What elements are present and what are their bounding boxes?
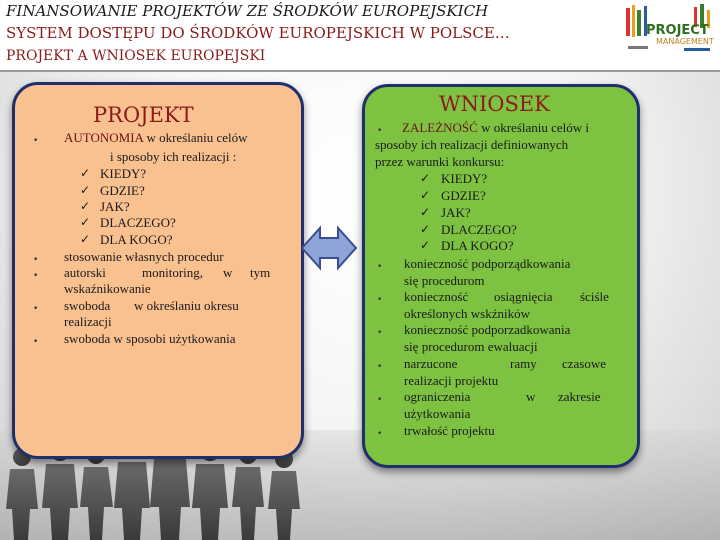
- application-check-where: GDZIE?: [441, 188, 486, 203]
- header-title-line1: FINANSOWANIE PROJEKTÓW ZE ŚRODKÓW EUROPEJSKICH: [6, 2, 489, 20]
- application-dependency-line2: sposoby ich realizacji definiowanych: [375, 137, 569, 152]
- bullet-icon: •: [377, 126, 383, 136]
- application-timeframe-w3: czasowe: [562, 356, 607, 371]
- project-usage-freedom: swoboda w sposobi użytkowania: [64, 331, 236, 346]
- project-period-w1: swoboda: [64, 298, 111, 313]
- application-indicators-w3: ściśle: [580, 289, 609, 304]
- application-timeframe-w1: narzucone: [404, 356, 458, 371]
- application-indicators-w1: konieczność: [404, 289, 469, 304]
- bullet-icon: •: [377, 429, 383, 439]
- application-durability: trwałość projektu: [404, 423, 495, 438]
- project-monitoring-w2: monitoring,: [142, 265, 204, 280]
- application-indicators-w2: osiągnięcia: [494, 289, 553, 304]
- check-icon: ✓: [80, 166, 91, 180]
- dependency-keyword: ZALEŻNOŚĆ: [402, 120, 478, 135]
- project-management-logo: [624, 2, 714, 62]
- project-own-procedures: stosowanie własnych procedur: [64, 249, 224, 264]
- project-autonomy-line2: i sposoby ich realizacji :: [110, 149, 237, 164]
- check-icon: ✓: [80, 199, 91, 213]
- bullet-icon: •: [377, 362, 383, 372]
- check-icon: ✓: [80, 215, 91, 229]
- application-usage-w1: ograniczenia: [404, 389, 471, 404]
- check-icon: ✓: [420, 238, 431, 252]
- application-usage-w2: w: [526, 389, 536, 404]
- svg-text:MANAGEMENT: MANAGEMENT: [656, 37, 714, 46]
- application-timeframe-w2: ramy: [510, 356, 537, 371]
- double-arrow-icon: [300, 222, 358, 274]
- bullet-icon: •: [33, 304, 39, 314]
- application-procedures-line2: się procedurom: [404, 273, 485, 288]
- project-check-why: DLACZEGO?: [100, 215, 176, 230]
- project-monitoring-w4: tym: [250, 265, 271, 280]
- application-timeframe-line2: realizacji projektu: [404, 373, 499, 388]
- check-icon: ✓: [80, 232, 91, 246]
- application-check-how: JAK?: [441, 205, 471, 220]
- project-monitoring-w3: w: [223, 265, 233, 280]
- application-dependency-line1: [402, 120, 589, 136]
- header-title-line2: SYSTEM DOSTĘPU DO ŚRODKÓW EUROPEJSKICH W POLSCE…: [6, 24, 510, 42]
- bullet-icon: •: [377, 262, 383, 272]
- application-evaluation-line1: konieczność podporzadkowania: [404, 322, 571, 337]
- application-title: WNIOSEK: [439, 92, 550, 116]
- project-check-where: GDZIE?: [100, 183, 145, 198]
- application-dependency-line3: przez warunki konkursu:: [375, 154, 505, 169]
- header-title-line3: PROJEKT A WNIOSEK EUROPEJSKI: [6, 48, 266, 64]
- check-icon: ✓: [420, 205, 431, 219]
- autonomy-keyword: AUTONOMIA: [64, 130, 144, 145]
- application-usage-line2: użytkowania: [404, 406, 471, 421]
- application-evaluation-line2: się procedurom ewaluacji: [404, 339, 538, 354]
- project-monitoring-w1: autorski: [64, 265, 106, 280]
- check-icon: ✓: [420, 222, 431, 236]
- bullet-icon: •: [377, 295, 383, 305]
- check-icon: ✓: [420, 188, 431, 202]
- svg-text:PROJECT: PROJECT: [646, 23, 709, 38]
- project-autonomy-line1: [64, 130, 248, 146]
- bullet-icon: •: [33, 255, 39, 265]
- bullet-icon: •: [377, 328, 383, 338]
- application-usage-w3: zakresie: [558, 389, 601, 404]
- project-period-rest: w określaniu okresu: [134, 298, 239, 313]
- check-icon: ✓: [420, 171, 431, 185]
- application-indicators-line2: określonych wskźników: [404, 306, 531, 321]
- application-procedures-line1: konieczność podporządkowania: [404, 256, 571, 271]
- check-icon: ✓: [80, 183, 91, 197]
- header: [0, 0, 720, 80]
- dependency-text: w określaniu celów i: [477, 120, 590, 135]
- project-check-how: JAK?: [100, 199, 130, 214]
- autonomy-text: w określaniu celów: [143, 130, 248, 145]
- bullet-icon: •: [33, 136, 39, 146]
- application-check-for-whom: DLA KOGO?: [441, 238, 514, 253]
- bullet-icon: •: [33, 337, 39, 347]
- application-check-why: DLACZEGO?: [441, 222, 517, 237]
- project-monitoring-line2: wskaźnikowanie: [64, 281, 151, 296]
- application-check-when: KIEDY?: [441, 171, 488, 186]
- project-check-for-whom: DLA KOGO?: [100, 232, 173, 247]
- project-title: PROJEKT: [93, 103, 194, 127]
- bullet-icon: •: [33, 271, 39, 281]
- project-check-when: KIEDY?: [100, 166, 147, 181]
- project-period-line2: realizacji: [64, 314, 112, 329]
- bullet-icon: •: [377, 395, 383, 405]
